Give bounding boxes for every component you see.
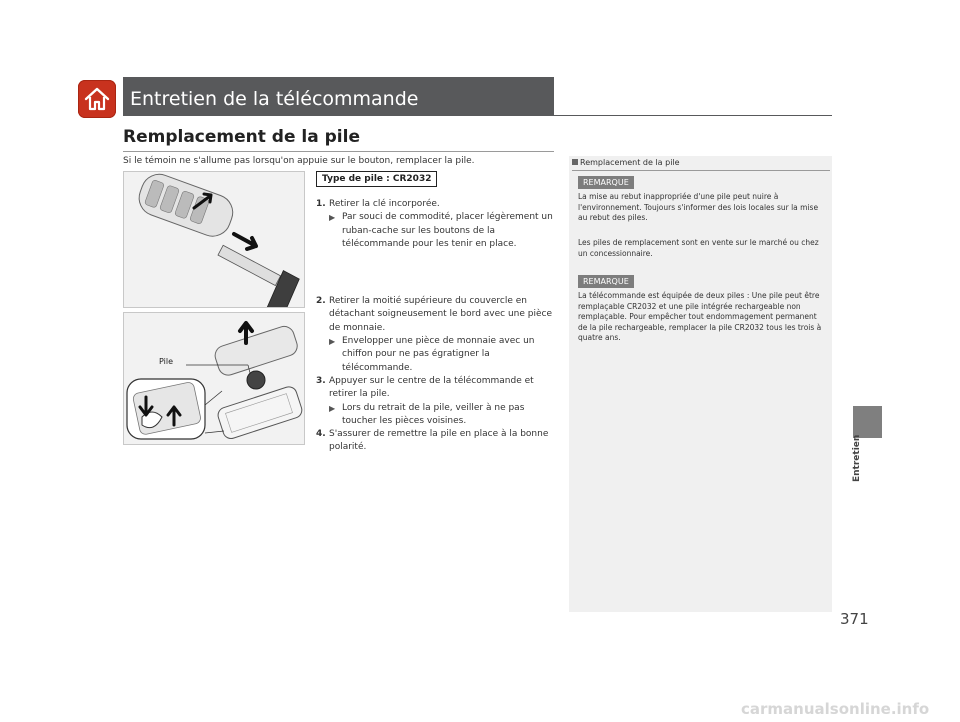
step-4-number: 4.: [316, 429, 326, 440]
step-3-note-text: Lors du retrait de la pile, veiller à ne pas toucher les pièces voisines.: [342, 402, 525, 426]
footer-watermark: carmanualsonline.info: [741, 700, 930, 718]
step-1-number: 1.: [316, 199, 326, 209]
step-1-note-text: Par souci de commodité, placer légèrement un ruban-cache sur les boutons de la télécommande pour les tenir en place.: [342, 212, 553, 249]
section-title: Remplacement de la pile: [123, 127, 360, 147]
step-1-note: [316, 211, 558, 251]
side-note-panel: [569, 156, 832, 612]
page-number: 371: [840, 610, 869, 628]
chapter-tab-label: Entretien: [852, 434, 862, 482]
triangle-right-icon: ▶: [329, 337, 336, 347]
step-4-text: S'assurer de remettre la pile en place à la bonne polarité.: [329, 429, 549, 453]
side-note-text-1: La mise au rebut inappropriée d'une pile peut nuire à l'environnement. Toujours s'informer des lois locales sur la mise au rebut des piles.: [578, 192, 819, 223]
header-rule: [123, 115, 832, 116]
side-note-text-2: Les piles de remplacement sont en vente sur le marché ou chez un concessionnaire.: [578, 238, 819, 258]
step-3: [316, 375, 558, 402]
triangle-right-icon: ▶: [329, 213, 336, 223]
home-icon: [83, 85, 111, 113]
battery-type-box: Type de pile : CR2032: [316, 171, 437, 187]
step-2-note-text: Envelopper une pièce de monnaie avec un chiffon pour ne pas égratigner la télécommande.: [342, 336, 535, 373]
step-3-note: [316, 402, 558, 429]
side-note-heading: Remplacement de la pile: [572, 158, 680, 167]
step-4: [316, 428, 558, 455]
illustration-battery-replacement: [123, 312, 305, 445]
page-title: Entretien de la télécommande: [130, 88, 419, 110]
step-2-note: [316, 335, 558, 375]
illustration-key-removal: [123, 171, 305, 308]
step-1: [316, 198, 558, 211]
note-marker-icon: [572, 159, 578, 165]
side-note-rule: [572, 170, 830, 171]
remarque-badge: REMARQUE: [578, 275, 634, 288]
home-button[interactable]: [78, 80, 116, 118]
pile-label: Pile: [159, 357, 174, 366]
triangle-right-icon: ▶: [329, 403, 336, 413]
step-2-number: 2.: [316, 296, 326, 307]
intro-text: Si le témoin ne s'allume pas lorsqu'on appuie sur le bouton, remplacer la pile.: [123, 156, 475, 166]
step-3-text: Appuyer sur le centre de la télécommande et retirer la pile.: [329, 375, 534, 400]
remarque-badge: REMARQUE: [578, 176, 634, 189]
step-2: [316, 295, 558, 335]
side-note-text-3: La télécommande est équipée de deux piles : Une pile peut être remplaçable CR2032 et une pile intégrée rechargeable non remplaçable. Pour empêcher tout endommagement permanent de la pile rechargeable, remplacer la pile CR2032 tous les trois à quatre ans.: [578, 291, 822, 343]
chapter-tab-marker[interactable]: [853, 406, 882, 438]
key-fob-drawing: [124, 172, 304, 307]
step-2-text: Retirer la moitié supérieure du couvercle en détachant soigneusement le bord avec une pièce de monnaie.: [329, 296, 552, 333]
section-rule: [123, 151, 554, 152]
battery-drawing: [124, 313, 304, 444]
step-1-text: Retirer la clé incorporée.: [329, 199, 440, 209]
steps-list: [316, 198, 558, 455]
step-3-number: 3.: [316, 375, 326, 386]
